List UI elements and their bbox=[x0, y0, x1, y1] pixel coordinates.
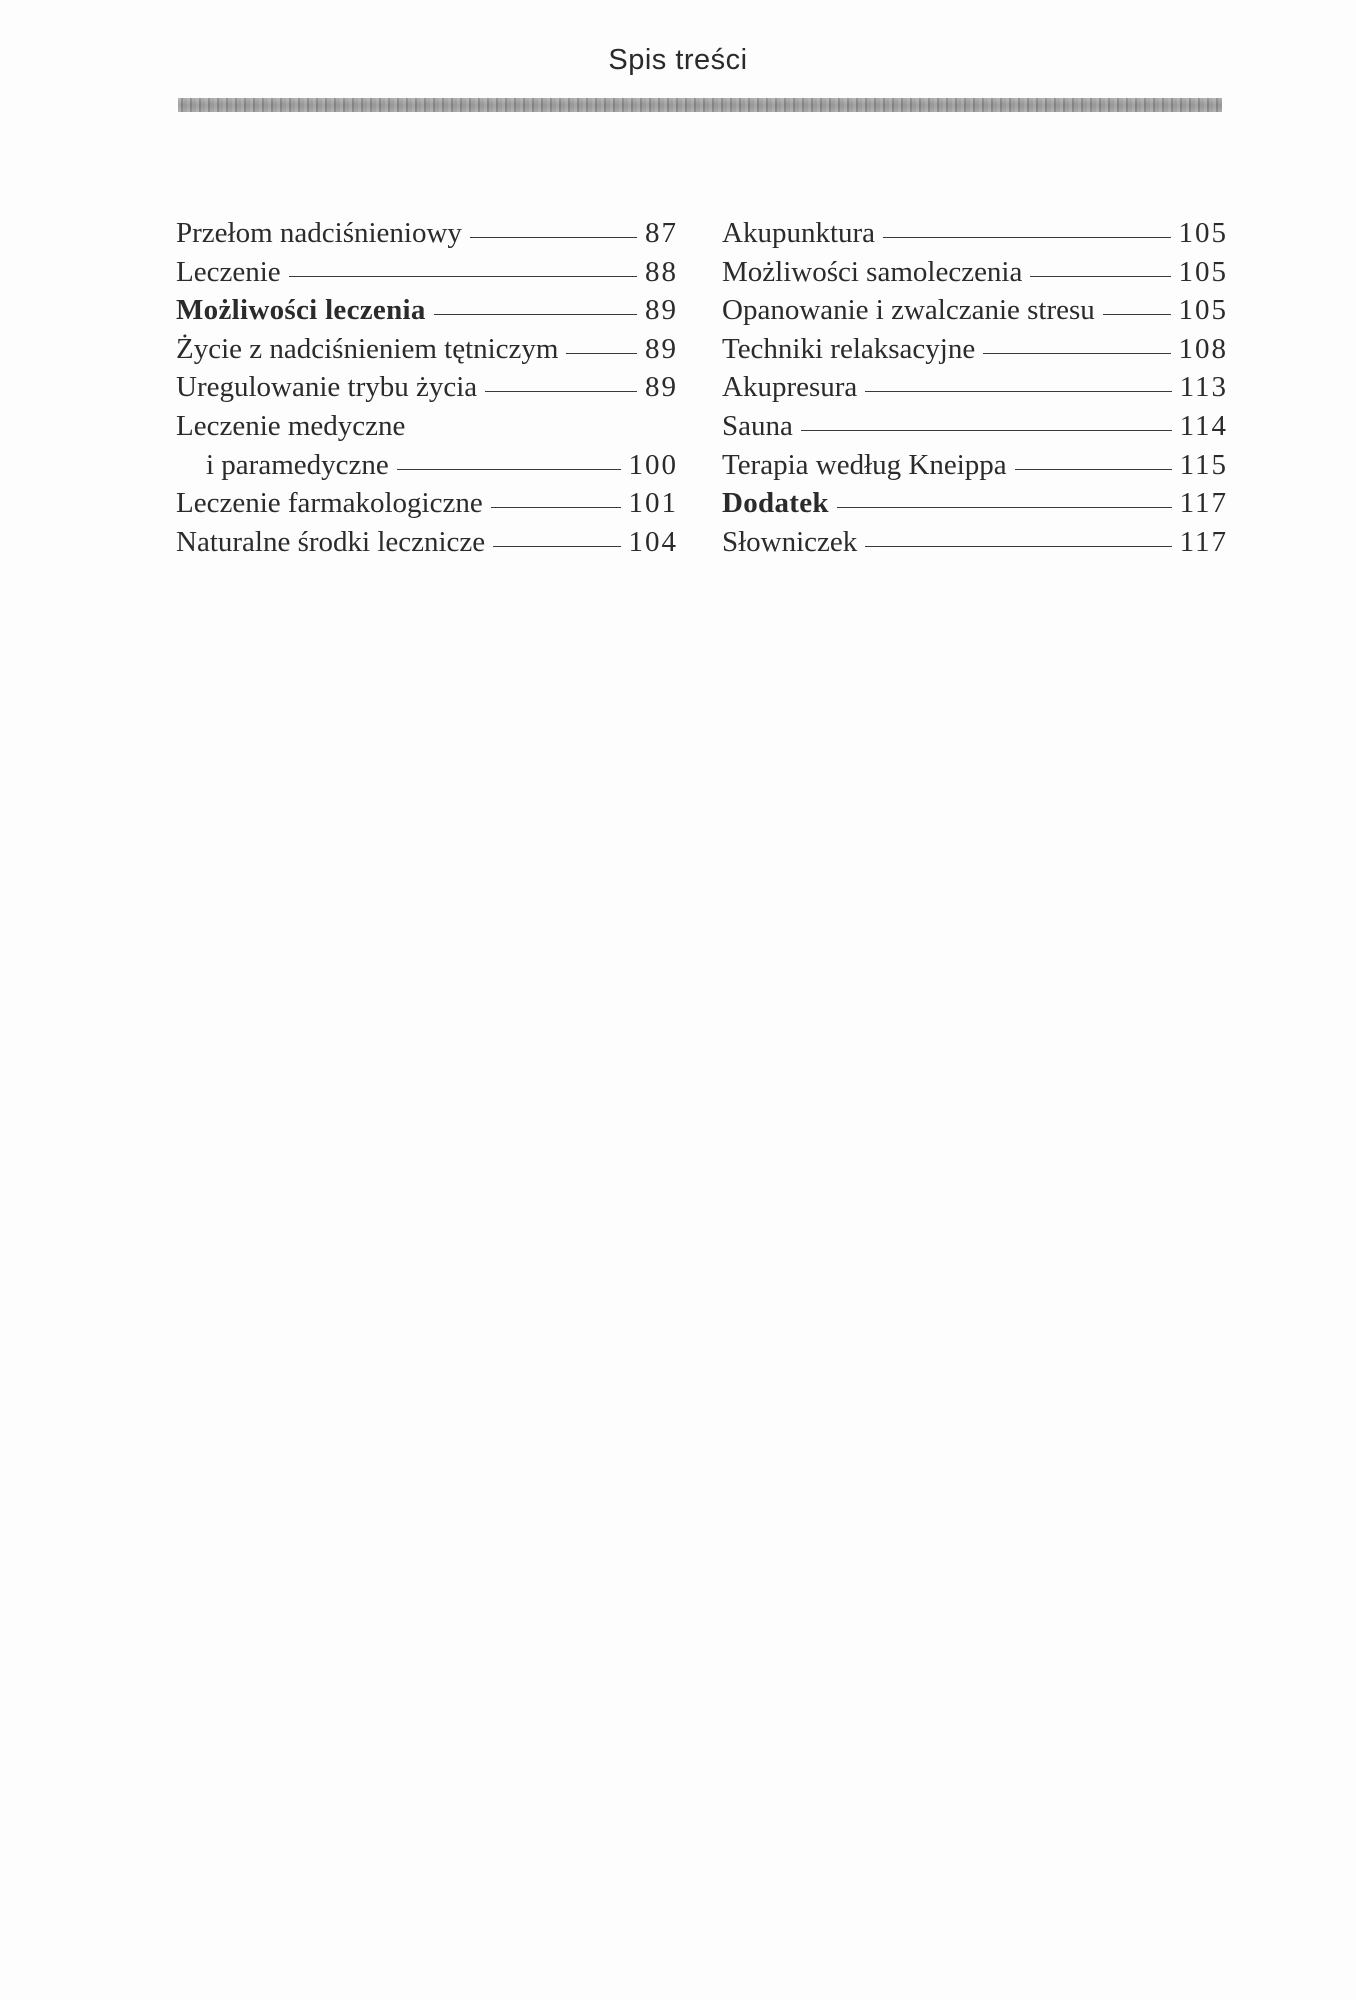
toc-entry bbox=[176, 446, 678, 485]
toc-entry bbox=[722, 330, 1228, 369]
toc-column-left bbox=[176, 214, 678, 561]
toc-entry-leader-line bbox=[1030, 276, 1170, 277]
toc-entry bbox=[722, 368, 1228, 407]
toc-entry-leader-line bbox=[493, 546, 620, 547]
toc-entry-leader-line bbox=[470, 237, 637, 238]
header-divider-bar bbox=[178, 98, 1222, 112]
toc-entry-leader-line bbox=[801, 430, 1172, 431]
toc-entry-page-number: 117 bbox=[1179, 487, 1228, 520]
toc-entry-leader-line bbox=[865, 546, 1171, 547]
toc-entry-leader-line bbox=[837, 507, 1172, 508]
toc-entry-title: Życie z nadciśnieniem tętniczym bbox=[176, 332, 559, 365]
toc-entry bbox=[176, 214, 678, 253]
toc-entry-title: Uregulowanie trybu życia bbox=[176, 371, 478, 404]
toc-column-right bbox=[722, 214, 1228, 561]
toc-entry-page-number: 115 bbox=[1179, 448, 1228, 481]
toc-entry-title: Leczenie medyczne bbox=[176, 409, 406, 442]
toc-entry bbox=[722, 523, 1228, 562]
toc-entry-title: Terapia według Kneippa bbox=[722, 448, 1007, 481]
toc-entry-leader-line bbox=[289, 276, 637, 277]
toc-entry-page-number: 105 bbox=[1178, 294, 1228, 327]
toc-entry bbox=[176, 330, 678, 369]
toc-entry-title: Leczenie farmakologiczne bbox=[176, 487, 483, 520]
toc-entry bbox=[722, 407, 1228, 446]
toc-entry-leader-line bbox=[397, 469, 621, 470]
toc-entry-page-number: 108 bbox=[1178, 332, 1228, 365]
toc-entry bbox=[176, 368, 678, 407]
toc-entry-page-number: 89 bbox=[645, 332, 678, 365]
toc-entry-title: Akupresura bbox=[722, 371, 858, 404]
toc-entry-page-number: 104 bbox=[628, 525, 678, 558]
toc-entry-title: Akupunktura bbox=[722, 217, 876, 249]
toc-entry-title: Przełom nadciśnieniowy bbox=[176, 217, 462, 249]
toc-entry-page-number: 113 bbox=[1179, 371, 1228, 404]
toc-entry-page-number: 100 bbox=[628, 448, 678, 481]
toc-entry-leader-line bbox=[491, 507, 621, 508]
toc-entry-page-number: 117 bbox=[1179, 525, 1228, 558]
toc-entry bbox=[722, 291, 1228, 330]
page-header-title: Spis treści bbox=[608, 44, 748, 76]
toc-entry-title: Możliwości leczenia bbox=[176, 294, 426, 327]
toc-entry-leader-line bbox=[1015, 469, 1172, 470]
toc-entry-page-number: 89 bbox=[645, 294, 678, 327]
toc-entry bbox=[176, 291, 678, 330]
toc-entry-leader-line bbox=[485, 391, 637, 392]
toc-entry-page-number: 88 bbox=[645, 255, 678, 288]
toc-entry-title: Możliwości samoleczenia bbox=[722, 255, 1023, 288]
toc-entry-leader-line bbox=[883, 237, 1170, 238]
toc-entry-page-number: 101 bbox=[628, 487, 678, 520]
toc-entry bbox=[722, 446, 1228, 485]
toc-entry-leader-line bbox=[434, 314, 637, 315]
toc-entry-title: Leczenie bbox=[176, 255, 281, 288]
toc-entry-page-number: 87 bbox=[645, 217, 678, 249]
toc-entry-page-number: 105 bbox=[1178, 217, 1228, 249]
toc-entry-title: Sauna bbox=[722, 409, 793, 442]
toc-entry-title: Naturalne środki lecznicze bbox=[176, 525, 486, 558]
toc-entry bbox=[176, 484, 678, 523]
toc-entry-page-number: 89 bbox=[645, 371, 678, 404]
toc-entry bbox=[722, 253, 1228, 292]
toc-entry-leader-line bbox=[983, 353, 1170, 354]
toc-entry bbox=[722, 484, 1228, 523]
toc-entry-page-number: 114 bbox=[1179, 409, 1228, 442]
toc-entry-page-number: 105 bbox=[1178, 255, 1228, 288]
toc-entry bbox=[176, 253, 678, 292]
toc-entry bbox=[176, 523, 678, 562]
toc-entry-leader-line bbox=[1103, 314, 1171, 315]
toc-entry bbox=[176, 407, 678, 446]
toc-entry-title: Dodatek bbox=[722, 487, 829, 520]
toc-entry bbox=[722, 214, 1228, 253]
toc-entry-title: Słowniczek bbox=[722, 525, 858, 558]
toc-entry-title: Techniki relaksacyjne bbox=[722, 332, 976, 365]
toc-entry-title: i paramedyczne bbox=[206, 448, 389, 481]
toc-entry-leader-line bbox=[865, 391, 1171, 392]
toc-entry-leader-line bbox=[566, 353, 637, 354]
toc-entry-title: Opanowanie i zwalczanie stresu bbox=[722, 294, 1095, 327]
